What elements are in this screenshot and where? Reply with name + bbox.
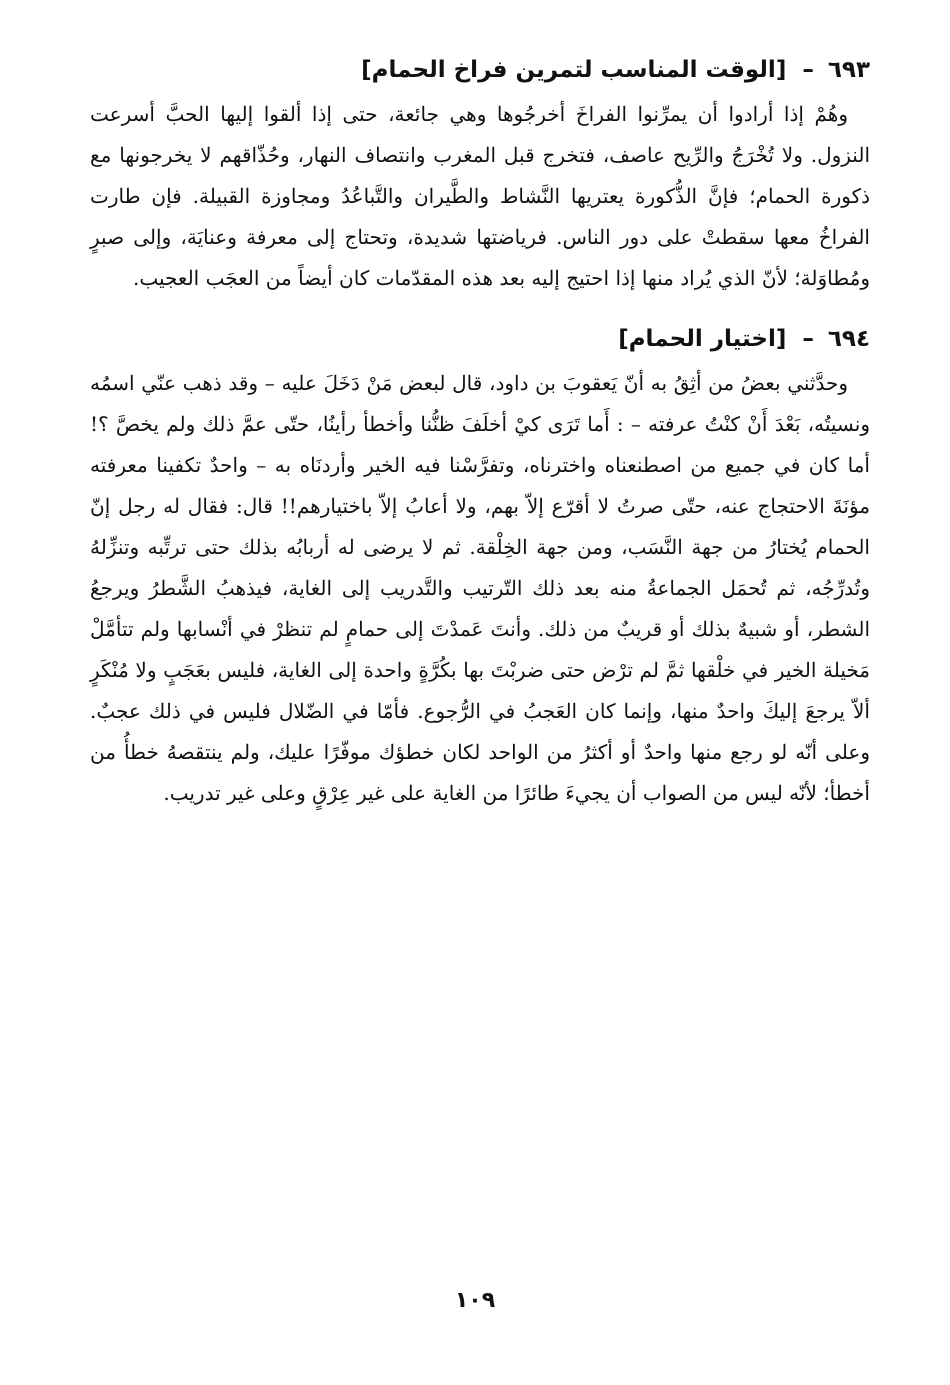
section-heading-694 <box>90 317 870 361</box>
section-number: ٦٩٤ <box>827 326 870 352</box>
section-paragraph-694: وحدَّثني بعضُ من أثِقُ به أنّ يَعقوبَ بن داود، قال لبعض مَنْ دَخَلَ عليه – وقد ذهب عنّي اسمُه ونسيتُه، بَعْدَ أَنْ كنْتُ عرفته – : أَما تَرَى كيْ أخلَفَ ظنُّنا وأخطأ رأينُا، حتّى عمَّ ذلك ولم يخصَّ ؟! أما كان في جميع من اصطنعناه واخترناه، وتفرَّسْنا فيه الخير وأردنَاه به – واحدٌ تكفينا معرفته مؤنَةَ الاحتجاج عنه، حتّى صرتُ لا أقرّع إلاّ بهم، ولا أعابُ إلاّ باختيارهم!! قال: فقال له رجل إنّ الحمام يُختارُ من جهة النَّسَب، ومن جهة الخِلْقة. ثم لا يرضى له أربابُه بذلك حتى ترتِّبه وتنزِّلهُ وتُدرِّجُه، ثم تُحمَل الجماعةُ منه بعد ذلك التّرتيب والتَّدريب إلى الغاية، فيذهبُ الشَّطرُ ويرجعُ الشطر، أو شبيهٌ بذلك أو قريبٌ من ذلك. وأنتَ عَمدْتَ إلى حمامٍ لم تنظرْ في أنْسابها ولم تتأمَّلْ مَخيلة الخير في خلْقها ثمَّ لم ترْض حتى ضربْتَ بها بكُرَّةٍ واحدة إلى الغاية، فليس بعَجَبٍ ولا مُنْكَرٍ ألاّ يرجعَ إليكَ واحدٌ منها، وإنما كان العَجبُ في الرُّجوع. فأمّا في الضّلال فليس في ذلك عجبٌ. وعلى أنّه لو رجع منها واحدٌ أو أكثرُ من الواحد لكان خطؤك موفّرًا عليك، ولم ينتقصهُ خطأُ من أخطأ؛ لأنّه ليس من الصواب أن يجيءَ طائرًا من الغاية على غير عِرْقٍ وعلى غير تدريب. <box>90 371 870 805</box>
section-number: ٦٩٣ <box>827 57 870 83</box>
page-number: ١٠٩ <box>454 1288 496 1313</box>
section-dash: – <box>802 326 814 352</box>
section-dash: – <box>802 57 814 83</box>
section-heading-693 <box>90 48 870 92</box>
section-title: [الوقت المناسب لتمرين فراخ الحمام] <box>361 57 787 83</box>
page-body <box>90 48 870 814</box>
section-title: [اختيار الحمام] <box>618 326 787 352</box>
section-paragraph-693: وهُمْ إذا أرادوا أن يمرِّنوا الفراخَ أخرجُوها وهي جائعة، حتى إذا ألقوا إليها الحبَّ أسرعت النزول. ولا تُخْرَجُ والرِّيح عاصف، فتخرج قبل المغرب وانتصاف النهار، وحُذّاقهم لا يخرجونها مع ذكورة الحمام؛ فإنَّ الذُّكورة يعتريها النَّشاط والطَّيران والتَّباعُدُ ومجاوزة القبيلة. فإن طارت الفراخُ معها سقطتْ على دور الناس. فرياضتها شديدة، وتحتاج إلى معرفة وعنايَة، وإلى صبرٍ ومُطاوَلة؛ لأنّ الذي يُراد منها إذا احتيج إليه بعد هذه المقدّمات كان أيضاً من العجَب العجيب. <box>90 102 870 290</box>
